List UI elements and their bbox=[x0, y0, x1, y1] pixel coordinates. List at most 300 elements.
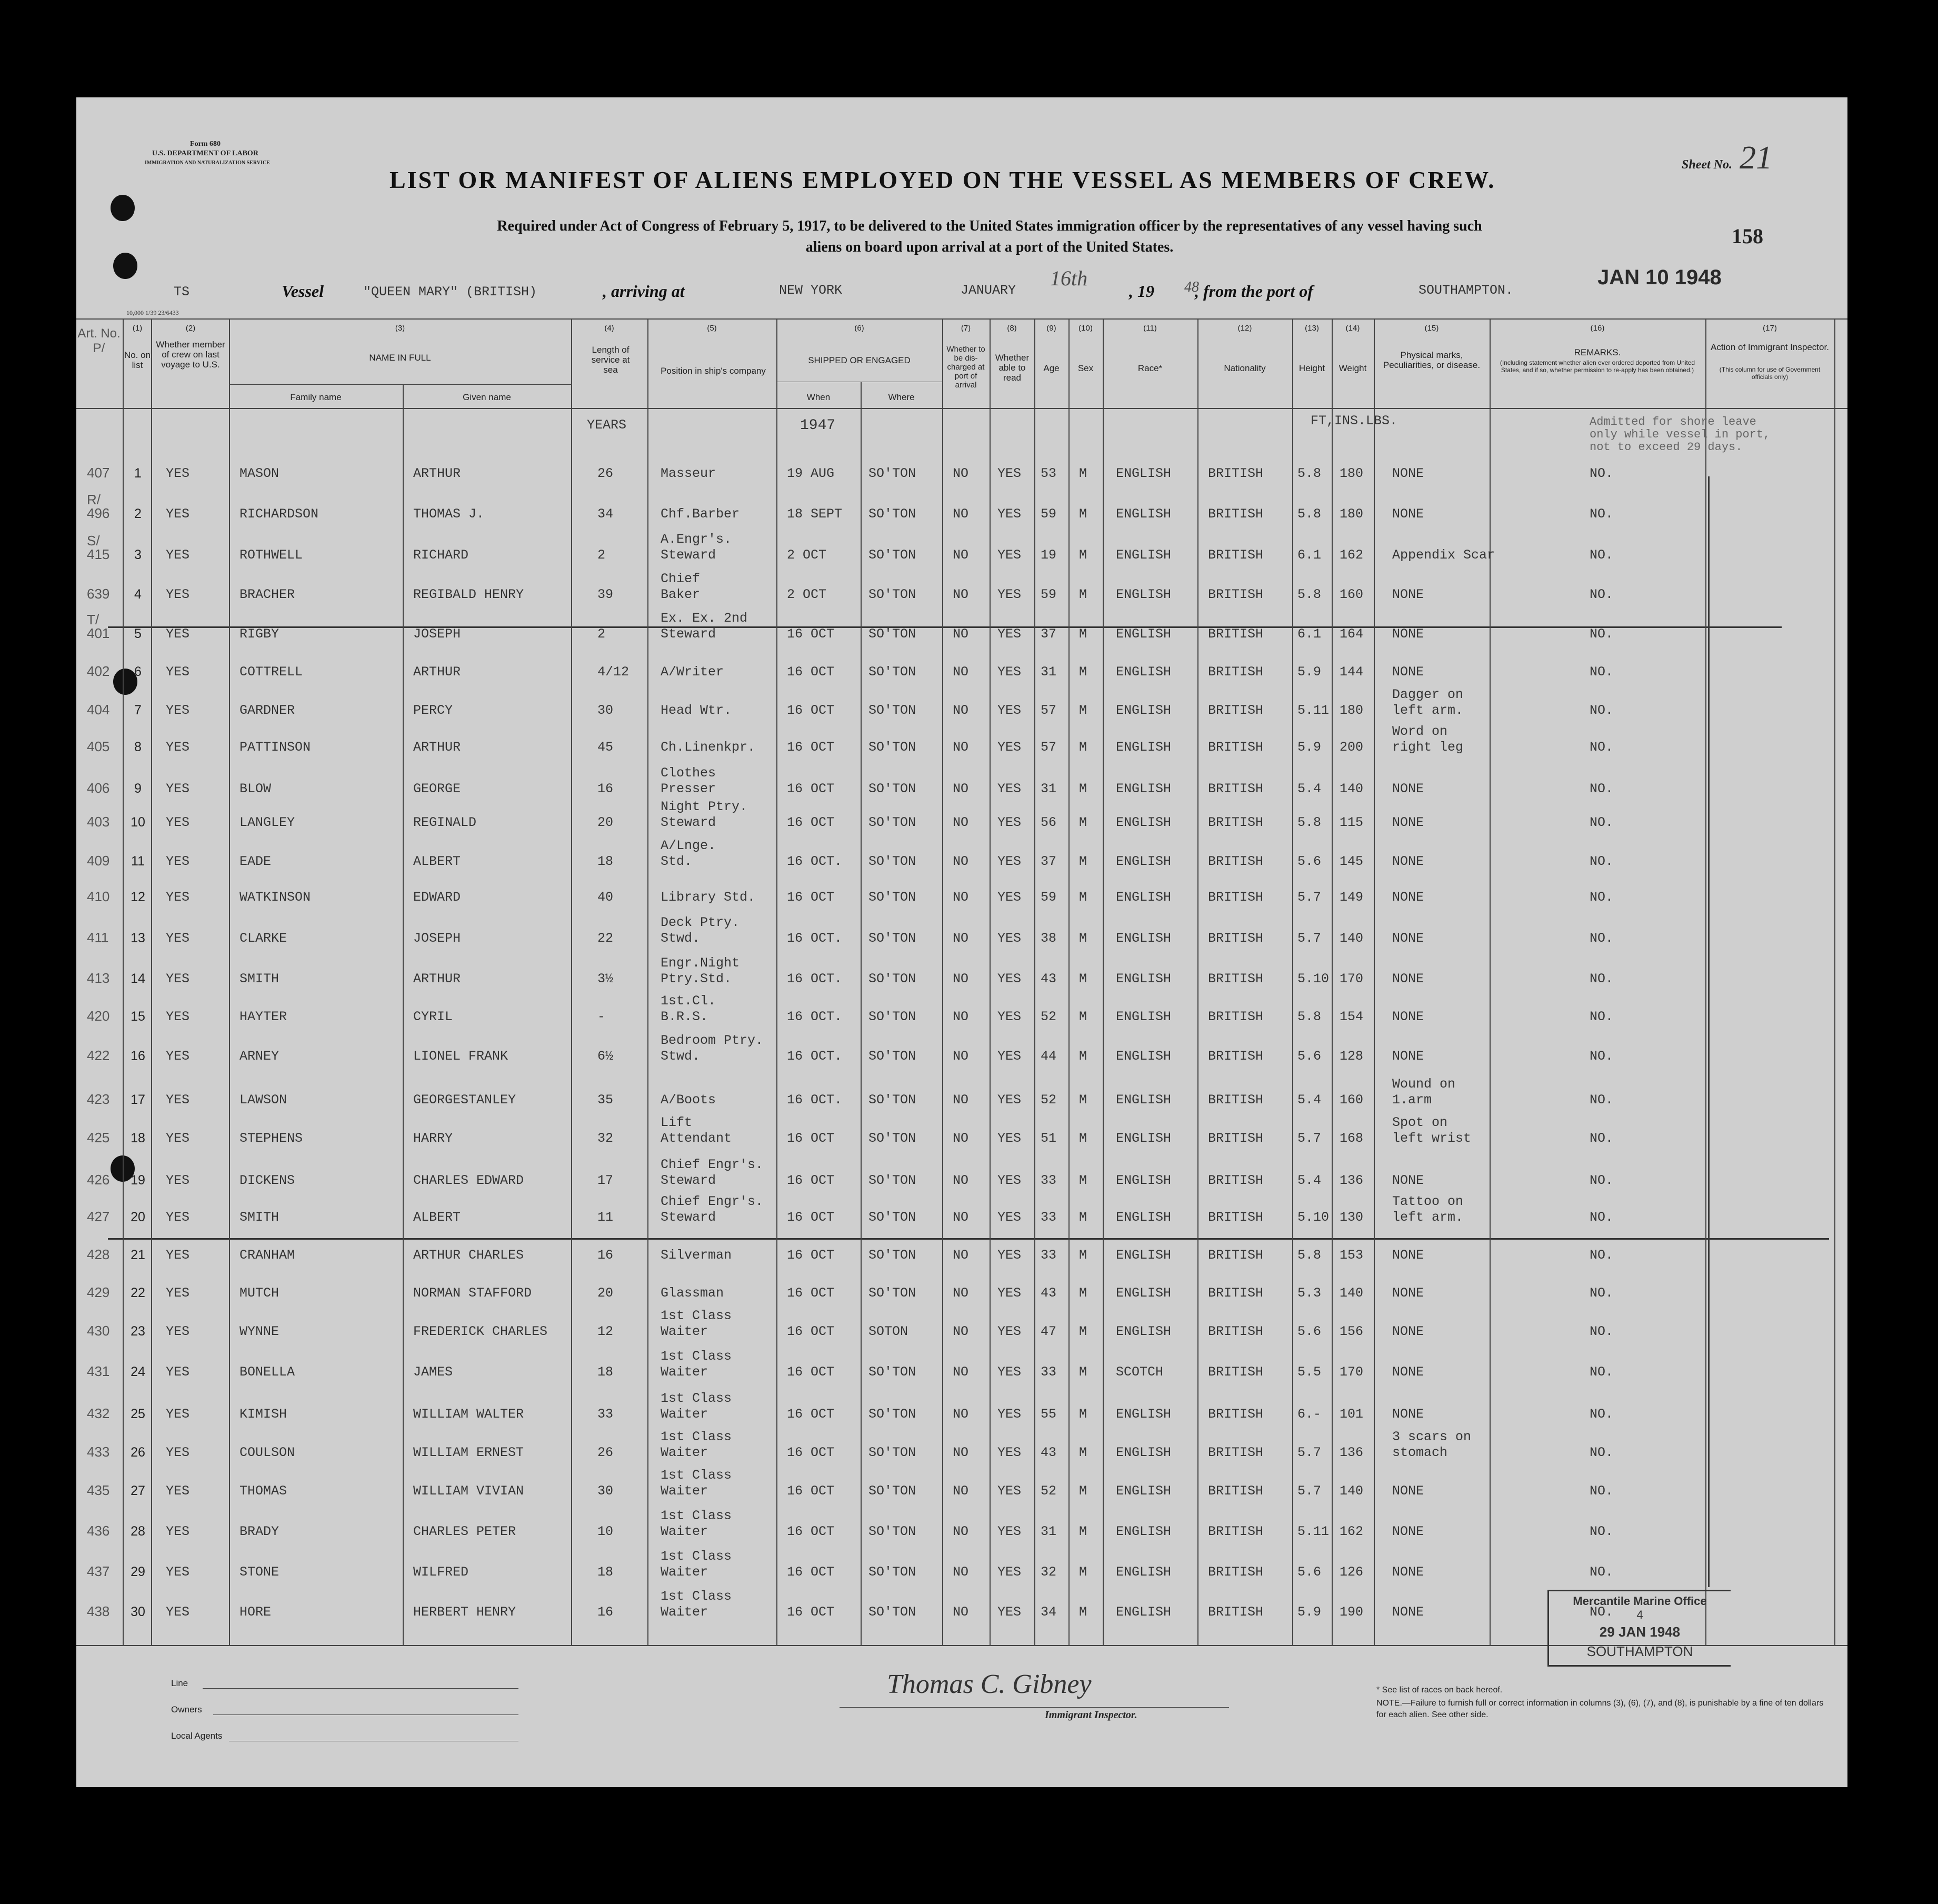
physical-marks: Tattoo on left arm. bbox=[1392, 1194, 1464, 1225]
shipped-when: 16 OCT bbox=[787, 1564, 835, 1580]
owners-field-rule bbox=[213, 1714, 518, 1715]
able-to-read: YES bbox=[997, 890, 1022, 905]
race: ENGLISH bbox=[1116, 1407, 1172, 1422]
col3-family-header: Family name bbox=[290, 392, 342, 402]
nationality: BRITISH bbox=[1208, 1210, 1264, 1225]
physical-marks: NONE bbox=[1392, 587, 1424, 602]
column-rule bbox=[403, 384, 404, 1645]
col10-header: Sex bbox=[1077, 363, 1094, 373]
age: 33 bbox=[1041, 1248, 1057, 1263]
shipped-where: SO'TON bbox=[868, 547, 916, 563]
shipped-where: SO'TON bbox=[868, 506, 916, 522]
row-number: 8 bbox=[134, 740, 142, 754]
length-of-service: 12 bbox=[597, 1324, 614, 1339]
family-name: MUTCH bbox=[239, 1285, 279, 1301]
crew-last-voyage: YES bbox=[166, 1407, 190, 1422]
physical-marks: 3 scars on stomach bbox=[1392, 1429, 1472, 1460]
discharged-at-port: NO bbox=[953, 1524, 969, 1539]
sex: M bbox=[1079, 1407, 1087, 1422]
physical-marks: Appendix Scar bbox=[1392, 547, 1495, 563]
age: 32 bbox=[1041, 1564, 1057, 1580]
family-name: GARDNER bbox=[239, 703, 295, 718]
row-number: 24 bbox=[131, 1364, 145, 1379]
column-rule bbox=[1197, 318, 1198, 1645]
age: 52 bbox=[1041, 1483, 1057, 1499]
physical-marks: NONE bbox=[1392, 971, 1424, 986]
length-of-service: 20 bbox=[597, 815, 614, 830]
height: 6.- bbox=[1297, 1407, 1322, 1422]
physical-marks: NONE bbox=[1392, 931, 1424, 946]
family-name: WYNNE bbox=[239, 1324, 279, 1339]
sex: M bbox=[1079, 890, 1087, 905]
arrival-port: NEW YORK bbox=[779, 283, 843, 298]
ship-position: 1st Class Waiter bbox=[661, 1589, 732, 1620]
nationality: BRITISH bbox=[1208, 587, 1264, 602]
physical-marks: NONE bbox=[1392, 1564, 1424, 1580]
column-rule bbox=[1490, 318, 1491, 1645]
able-to-read: YES bbox=[997, 815, 1022, 830]
remarks: NO. bbox=[1590, 1524, 1614, 1539]
able-to-read: YES bbox=[997, 781, 1022, 796]
art-number: 431 bbox=[87, 1363, 110, 1379]
nationality: BRITISH bbox=[1208, 1009, 1264, 1024]
art-number: 406 bbox=[87, 780, 110, 796]
age: 31 bbox=[1041, 1524, 1057, 1539]
nationality: BRITISH bbox=[1208, 854, 1264, 869]
ship-position: 1st Class Waiter bbox=[661, 1468, 732, 1499]
art-number: 427 bbox=[87, 1209, 110, 1224]
row-number: 6 bbox=[134, 664, 142, 679]
age: 31 bbox=[1041, 781, 1057, 796]
race: SCOTCH bbox=[1116, 1364, 1164, 1380]
shipped-where: SO'TON bbox=[868, 1248, 916, 1263]
height: 5.9 bbox=[1297, 740, 1322, 755]
nationality: BRITISH bbox=[1208, 1092, 1264, 1108]
able-to-read: YES bbox=[997, 854, 1022, 869]
row-number: 1 bbox=[134, 466, 142, 481]
ship-position: Lift Attendant bbox=[661, 1115, 732, 1146]
row-number: 15 bbox=[131, 1009, 145, 1024]
nationality: BRITISH bbox=[1208, 703, 1264, 718]
discharged-at-port: NO bbox=[953, 1092, 969, 1108]
signature-rule bbox=[840, 1707, 1229, 1708]
art-number: 411 bbox=[87, 930, 109, 945]
received-date-stamp: JAN 10 1948 bbox=[1597, 266, 1722, 289]
col8-num: (8) bbox=[1007, 324, 1017, 333]
crew-last-voyage: YES bbox=[166, 1092, 190, 1108]
shipped-when: 16 OCT. bbox=[787, 854, 843, 869]
weight: 130 bbox=[1340, 1210, 1364, 1225]
crew-last-voyage: YES bbox=[166, 506, 190, 522]
given-name: ARTHUR bbox=[413, 664, 461, 680]
age: 55 bbox=[1041, 1407, 1057, 1422]
row-number: 4 bbox=[134, 587, 142, 602]
discharged-at-port: NO bbox=[953, 1564, 969, 1580]
race: ENGLISH bbox=[1116, 506, 1172, 522]
shipped-when: 16 OCT bbox=[787, 1324, 835, 1339]
length-of-service: 30 bbox=[597, 703, 614, 718]
family-name: ARNEY bbox=[239, 1049, 279, 1064]
ship-position: Chief Engr's. Steward bbox=[661, 1157, 764, 1188]
col3-header: NAME IN FULL bbox=[369, 353, 431, 363]
discharged-at-port: NO bbox=[953, 1324, 969, 1339]
race: ENGLISH bbox=[1116, 1324, 1172, 1339]
given-name: REGIBALD HENRY bbox=[413, 587, 524, 602]
row-number: 14 bbox=[131, 971, 145, 986]
physical-marks: NONE bbox=[1392, 815, 1424, 830]
physical-marks: NONE bbox=[1392, 626, 1424, 642]
discharged-at-port: NO bbox=[953, 1407, 969, 1422]
family-name: CRANHAM bbox=[239, 1248, 295, 1263]
length-of-service: 17 bbox=[597, 1173, 614, 1188]
col15-num: (15) bbox=[1424, 324, 1439, 333]
sex: M bbox=[1079, 1324, 1087, 1339]
age: 43 bbox=[1041, 1445, 1057, 1460]
remarks: NO. bbox=[1590, 664, 1614, 680]
weight: 145 bbox=[1340, 854, 1364, 869]
race: ENGLISH bbox=[1116, 703, 1172, 718]
shipped-when: 16 OCT bbox=[787, 1407, 835, 1422]
height: 5.4 bbox=[1297, 1092, 1322, 1108]
remarks: NO. bbox=[1590, 506, 1614, 522]
department-name: U.S. DEPARTMENT OF LABOR bbox=[152, 149, 258, 157]
art-number: 407 bbox=[87, 465, 110, 481]
height: 5.6 bbox=[1297, 1324, 1322, 1339]
art-number: 436 bbox=[87, 1523, 110, 1539]
shipped-when: 16 OCT bbox=[787, 1604, 835, 1620]
height: 5.5 bbox=[1297, 1364, 1322, 1380]
nationality: BRITISH bbox=[1208, 1604, 1264, 1620]
shipped-when: 16 OCT bbox=[787, 1131, 835, 1146]
race: ENGLISH bbox=[1116, 1285, 1172, 1301]
age: 44 bbox=[1041, 1049, 1057, 1064]
height: 5.6 bbox=[1297, 854, 1322, 869]
family-name: ROTHWELL bbox=[239, 547, 303, 563]
physical-marks: NONE bbox=[1392, 1173, 1424, 1188]
arriving-label: , arriving at bbox=[603, 282, 685, 301]
able-to-read: YES bbox=[997, 506, 1022, 522]
row-number: 10 bbox=[131, 815, 145, 830]
physical-marks: NONE bbox=[1392, 1524, 1424, 1539]
age: 33 bbox=[1041, 1210, 1057, 1225]
nationality: BRITISH bbox=[1208, 1049, 1264, 1064]
penalty-note: NOTE.—Failure to furnish full or correct information in columns (3), (6), (7), and (8), is punishable by a fine of ten dollars for each alien. See other side. bbox=[1376, 1699, 1824, 1719]
height: 6.1 bbox=[1297, 547, 1322, 563]
shipped-when: 16 OCT bbox=[787, 1445, 835, 1460]
height: 5.8 bbox=[1297, 1009, 1322, 1024]
discharged-at-port: NO bbox=[953, 547, 969, 563]
given-name: PERCY bbox=[413, 703, 453, 718]
remarks: NO. bbox=[1590, 1364, 1614, 1380]
col6-header: SHIPPED OR ENGAGED bbox=[808, 355, 911, 365]
crew-last-voyage: YES bbox=[166, 1285, 190, 1301]
col5-header: Position in ship's company bbox=[661, 366, 766, 376]
able-to-read: YES bbox=[997, 1248, 1022, 1263]
crew-last-voyage: YES bbox=[166, 890, 190, 905]
nationality: BRITISH bbox=[1208, 506, 1264, 522]
given-name: ALBERT bbox=[413, 854, 461, 869]
remarks: NO. bbox=[1590, 740, 1614, 755]
crew-last-voyage: YES bbox=[166, 587, 190, 602]
height: 5.6 bbox=[1297, 1049, 1322, 1064]
inspector-signature: Thomas C. Gibney bbox=[887, 1669, 1092, 1699]
shipped-when: 16 OCT. bbox=[787, 931, 843, 946]
shipped-when: 16 OCT bbox=[787, 1173, 835, 1188]
weight: 153 bbox=[1340, 1248, 1364, 1263]
column-rule bbox=[1103, 318, 1104, 1645]
crew-last-voyage: YES bbox=[166, 1604, 190, 1620]
remarks: NO. bbox=[1590, 626, 1614, 642]
column-rule bbox=[123, 318, 124, 1645]
art-number: 433 bbox=[87, 1444, 110, 1460]
shipped-where: SO'TON bbox=[868, 1173, 916, 1188]
family-name: RICHARDSON bbox=[239, 506, 319, 522]
length-of-service: 32 bbox=[597, 1131, 614, 1146]
given-name: RICHARD bbox=[413, 547, 469, 563]
given-name: EDWARD bbox=[413, 890, 461, 905]
form-reference bbox=[145, 139, 270, 168]
table-top-rule bbox=[76, 318, 1847, 320]
weight: 144 bbox=[1340, 664, 1364, 680]
col6-num: (6) bbox=[854, 324, 864, 333]
remarks: NO. bbox=[1590, 1604, 1614, 1620]
owners-label: Owners bbox=[171, 1704, 202, 1714]
col12-header: Nationality bbox=[1224, 363, 1266, 373]
col2-num: (2) bbox=[185, 324, 196, 333]
race: ENGLISH bbox=[1116, 931, 1172, 946]
shipped-when: 2 OCT bbox=[787, 587, 827, 602]
shipped-where: SO'TON bbox=[868, 931, 916, 946]
art-number: 402 bbox=[87, 663, 110, 679]
length-of-service: 30 bbox=[597, 1483, 614, 1499]
physical-marks: Wound on 1.arm bbox=[1392, 1076, 1456, 1108]
able-to-read: YES bbox=[997, 466, 1022, 481]
discharged-at-port: NO bbox=[953, 1364, 969, 1380]
family-name: BRACHER bbox=[239, 587, 295, 602]
age: 59 bbox=[1041, 506, 1057, 522]
column-rule bbox=[1834, 318, 1835, 1645]
shipped-where: SO'TON bbox=[868, 1407, 916, 1422]
race: ENGLISH bbox=[1116, 1604, 1172, 1620]
given-name: HARRY bbox=[413, 1131, 453, 1146]
shipped-when: 16 OCT. bbox=[787, 971, 843, 986]
line-field-rule bbox=[203, 1688, 518, 1689]
family-name: STONE bbox=[239, 1564, 279, 1580]
ship-position: Chf.Barber bbox=[661, 506, 740, 522]
race: ENGLISH bbox=[1116, 815, 1172, 830]
able-to-read: YES bbox=[997, 1009, 1022, 1024]
row-number: 22 bbox=[131, 1285, 145, 1300]
length-of-service: 39 bbox=[597, 587, 614, 602]
weight: 126 bbox=[1340, 1564, 1364, 1580]
able-to-read: YES bbox=[997, 1604, 1022, 1620]
discharged-at-port: NO bbox=[953, 1210, 969, 1225]
ship-position: 1st Class Waiter bbox=[661, 1549, 732, 1580]
weight: 170 bbox=[1340, 971, 1364, 986]
able-to-read: YES bbox=[997, 1483, 1022, 1499]
column-rule bbox=[776, 318, 777, 1645]
length-of-service: 22 bbox=[597, 931, 614, 946]
race: ENGLISH bbox=[1116, 1445, 1172, 1460]
ship-position: A/Writer bbox=[661, 664, 724, 680]
shipped-where: SO'TON bbox=[868, 1009, 916, 1024]
shipped-where: SOTON bbox=[868, 1324, 908, 1339]
shipped-where: SO'TON bbox=[868, 1210, 916, 1225]
shipped-when: 16 OCT bbox=[787, 1364, 835, 1380]
shipped-where: SO'TON bbox=[868, 1285, 916, 1301]
weight: 140 bbox=[1340, 1285, 1364, 1301]
height: 5.4 bbox=[1297, 781, 1322, 796]
shipped-when: 16 OCT bbox=[787, 740, 835, 755]
nationality: BRITISH bbox=[1208, 1564, 1264, 1580]
given-name: WILLIAM ERNEST bbox=[413, 1445, 524, 1460]
weight: 140 bbox=[1340, 1483, 1364, 1499]
shipped-when: 16 OCT bbox=[787, 664, 835, 680]
art-number: 428 bbox=[87, 1247, 110, 1262]
family-name: MASON bbox=[239, 466, 279, 481]
column-rule bbox=[1034, 318, 1035, 1645]
row-number: 23 bbox=[131, 1324, 145, 1339]
sheet-number bbox=[1682, 139, 1772, 177]
ship-position: Deck Ptry. Stwd. bbox=[661, 915, 740, 946]
physical-marks: NONE bbox=[1392, 506, 1424, 522]
column-rule bbox=[1374, 318, 1375, 1645]
nationality: BRITISH bbox=[1208, 1173, 1264, 1188]
discharged-at-port: NO bbox=[953, 971, 969, 986]
column-rule bbox=[1332, 318, 1333, 1645]
year-shipped: 1947 bbox=[800, 417, 836, 434]
shipped-when: 16 OCT bbox=[787, 1248, 835, 1263]
col14-num: (14) bbox=[1345, 324, 1360, 333]
shipped-where: SO'TON bbox=[868, 703, 916, 718]
length-of-service: 18 bbox=[597, 854, 614, 869]
weight: 162 bbox=[1340, 547, 1364, 563]
col11-header: Race* bbox=[1137, 363, 1163, 373]
art-number: 430 bbox=[87, 1323, 110, 1339]
sex: M bbox=[1079, 1483, 1087, 1499]
height: 5.10 bbox=[1297, 1210, 1330, 1225]
remarks: NO. bbox=[1590, 931, 1614, 946]
crew-last-voyage: YES bbox=[166, 1009, 190, 1024]
discharged-at-port: NO bbox=[953, 931, 969, 946]
able-to-read: YES bbox=[997, 664, 1022, 680]
punch-hole bbox=[111, 195, 135, 221]
length-of-service: 2 bbox=[597, 626, 606, 642]
sex: M bbox=[1079, 740, 1087, 755]
shipped-when: 2 OCT bbox=[787, 547, 827, 563]
able-to-read: YES bbox=[997, 587, 1022, 602]
discharged-at-port: NO bbox=[953, 1248, 969, 1263]
year-label: , 19 bbox=[1129, 282, 1154, 301]
age: 53 bbox=[1041, 466, 1057, 481]
crew-last-voyage: YES bbox=[166, 547, 190, 563]
able-to-read: YES bbox=[997, 1049, 1022, 1064]
service-name: IMMIGRATION AND NATURALIZATION SERVICE bbox=[145, 160, 270, 166]
row-number: 25 bbox=[131, 1407, 145, 1421]
name-subheader-rule bbox=[229, 384, 571, 385]
ship-position: 1st Class Waiter bbox=[661, 1508, 732, 1539]
column-rule bbox=[861, 382, 862, 1645]
crew-last-voyage: YES bbox=[166, 854, 190, 869]
ship-position: 1st Class Waiter bbox=[661, 1349, 732, 1380]
given-name: WILLIAM WALTER bbox=[413, 1407, 524, 1422]
age: 37 bbox=[1041, 626, 1057, 642]
vessel-prefix: TS bbox=[174, 284, 190, 300]
family-name: DICKENS bbox=[239, 1173, 295, 1188]
weight: 101 bbox=[1340, 1407, 1364, 1422]
sex: M bbox=[1079, 547, 1087, 563]
shipped-when: 16 OCT bbox=[787, 703, 835, 718]
weight: 154 bbox=[1340, 1009, 1364, 1024]
weight: 164 bbox=[1340, 626, 1364, 642]
row-number: 16 bbox=[131, 1049, 145, 1063]
nationality: BRITISH bbox=[1208, 466, 1264, 481]
weight: 136 bbox=[1340, 1173, 1364, 1188]
shipped-where: SO'TON bbox=[868, 1131, 916, 1146]
arrival-day: 16th bbox=[1050, 266, 1088, 290]
sex: M bbox=[1079, 626, 1087, 642]
nationality: BRITISH bbox=[1208, 1248, 1264, 1263]
given-name: ALBERT bbox=[413, 1210, 461, 1225]
remarks: NO. bbox=[1590, 1564, 1614, 1580]
race: ENGLISH bbox=[1116, 466, 1172, 481]
col3-given-header: Given name bbox=[463, 392, 511, 402]
given-name: JOSEPH bbox=[413, 931, 461, 946]
remarks: NO. bbox=[1590, 1407, 1614, 1422]
nationality: BRITISH bbox=[1208, 931, 1264, 946]
height: 5.7 bbox=[1297, 1131, 1322, 1146]
age: 52 bbox=[1041, 1092, 1057, 1108]
physical-marks: Dagger on left arm. bbox=[1392, 687, 1464, 718]
height: 5.7 bbox=[1297, 931, 1322, 946]
sheet-value: 21 bbox=[1740, 140, 1772, 176]
family-name: BRADY bbox=[239, 1524, 279, 1539]
height: 5.11 bbox=[1297, 703, 1330, 718]
col8-header: Whether able to read bbox=[995, 353, 1030, 383]
race: ENGLISH bbox=[1116, 1483, 1172, 1499]
row-number: 11 bbox=[131, 854, 145, 869]
nationality: BRITISH bbox=[1208, 971, 1264, 986]
punch-hole bbox=[113, 253, 137, 279]
family-name: EADE bbox=[239, 854, 272, 869]
crew-last-voyage: YES bbox=[166, 1524, 190, 1539]
nationality: BRITISH bbox=[1208, 1131, 1264, 1146]
col16-num: (16) bbox=[1590, 324, 1605, 333]
height: 5.3 bbox=[1297, 1285, 1322, 1301]
length-of-service: 16 bbox=[597, 1604, 614, 1620]
crew-last-voyage: YES bbox=[166, 703, 190, 718]
able-to-read: YES bbox=[997, 1524, 1022, 1539]
nationality: BRITISH bbox=[1208, 890, 1264, 905]
remarks: NO. bbox=[1590, 1285, 1614, 1301]
physical-marks: NONE bbox=[1392, 1407, 1424, 1422]
col4-num: (4) bbox=[604, 324, 614, 333]
physical-marks: NONE bbox=[1392, 1483, 1424, 1499]
age: 37 bbox=[1041, 854, 1057, 869]
sex: M bbox=[1079, 587, 1087, 602]
col6-when-header: When bbox=[806, 392, 831, 402]
column-rule bbox=[151, 318, 152, 1645]
column-rule bbox=[942, 318, 943, 1645]
remarks: NO. bbox=[1590, 703, 1614, 718]
able-to-read: YES bbox=[997, 931, 1022, 946]
row-number: 7 bbox=[134, 703, 142, 717]
col3-num: (3) bbox=[395, 324, 405, 333]
discharged-at-port: NO bbox=[953, 626, 969, 642]
crew-last-voyage: YES bbox=[166, 664, 190, 680]
ship-position: Ex. Ex. 2nd Steward bbox=[661, 611, 748, 642]
crew-last-voyage: YES bbox=[166, 1324, 190, 1339]
